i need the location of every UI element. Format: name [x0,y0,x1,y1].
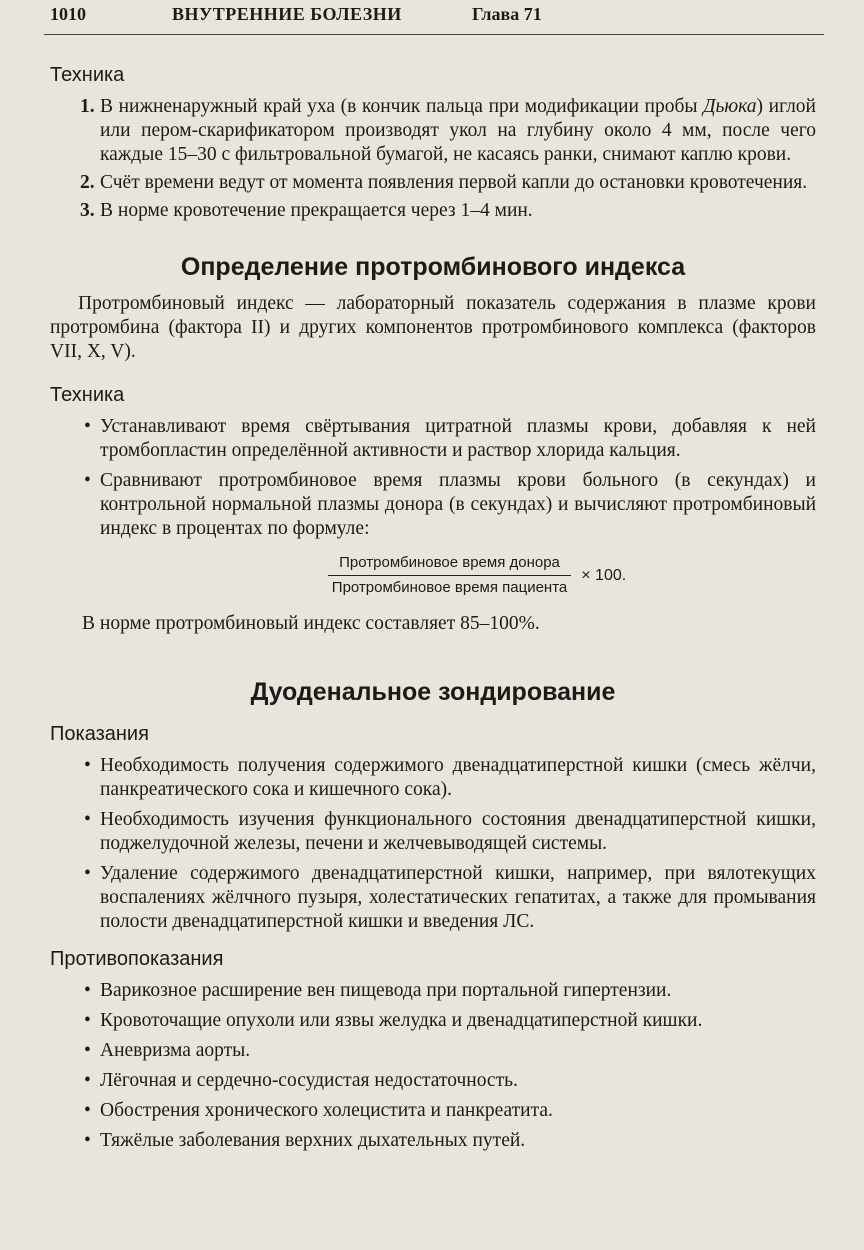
subheading-technique-1: Техника [50,64,125,86]
prothrombin-norm: В норме протромбиновый индекс составляет 85–100%. [82,613,540,634]
prothrombin-formula [50,553,816,598]
list-item: • Тяжёлые заболевания верхних дыхательных путей. [84,1130,526,1151]
formula-denominator: Протромбиновое время пациента [331,579,568,596]
subheading-contraindications: Противопоказания [50,948,224,970]
formula-numerator: Протромбиновое время донора [339,554,560,571]
prothrombin-intro: Протромбиновый индекс — лабораторный показатель содержания в плазме крови протромбина (фактора II) и других компонентов протромбинового комплекса (факторов VII, X, V). [50,293,816,362]
book-title: ВНУТРЕННИЕ БОЛЕЗНИ [172,4,402,24]
step-item: 3. В норме кровотечение прекращается через 1–4 мин. [80,200,533,221]
list-item: • Необходимость получения содержимого двенадцатиперстной кишки (смесь жёлчи, панкреатического сока и кишечного сока). [84,755,816,800]
subheading-technique-2: Техника [50,384,125,406]
chapter-label: Глава 71 [472,4,542,24]
contraindications-list [50,979,816,1153]
running-header [50,4,816,42]
indications-list [50,754,816,934]
list-item: • Сравнивают протромбиновое время плазмы крови больного (в секундах) и контрольной нормальной плазмы донора (в секундах) и вычисляют протромбиновый индекс в процентах по формуле: [84,470,816,539]
technique-bullets [50,415,816,541]
step-item: 1. В нижненаружный край уха (в кончик пальца при модификации пробы Дьюка) иглой или пером-скарификатором производят укол на глубину около 4 мм, после чего каждые 15–30 с фильтровальной бумагой, не касаясь ранки, снимают каплю крови. [80,96,816,165]
list-item: • Необходимость изучения функционального состояния двенадцатиперстной кишки, поджелудочной железы, печени и желчевыводящей системы. [84,809,816,854]
list-item: • Кровоточащие опухоли или язвы желудка и двенадцатиперстной кишки. [84,1010,703,1031]
list-item: • Обострения хронического холецистита и панкреатита. [84,1100,553,1121]
list-item: • Удаление содержимого двенадцатиперстной кишки, например, при вялотекущих воспалениях жёлчного пузыря, холестатических гепатитах, а также для промывания полости двенадцатиперстной кишки и введения ЛС. [84,863,816,932]
heading-prothrombin-index: Определение протромбинового индекса [180,253,686,281]
heading-duodenal-intubation: Дуоденальное зондирование [250,678,616,706]
fraction-bar [328,575,571,576]
list-item: • Лёгочная и сердечно-сосудистая недостаточность. [84,1070,518,1091]
list-item: • Устанавливают время свёртывания цитратной плазмы крови, добавляя к ней тромбопластин определённой активности и раствор хлорида кальция. [84,416,816,461]
header-rule [44,34,824,35]
step-item: 2. Счёт времени ведут от момента появления первой капли до остановки кровотечения. [80,172,808,193]
formula-multiplier: × 100. [581,566,627,584]
list-item: • Варикозное расширение вен пищевода при портальной гипертензии. [84,980,672,1001]
technique-steps [50,95,816,223]
page-number: 1010 [50,4,86,24]
list-item: • Аневризма аорты. [84,1040,251,1061]
formula-fraction [328,553,571,598]
subheading-indications: Показания [50,723,149,745]
